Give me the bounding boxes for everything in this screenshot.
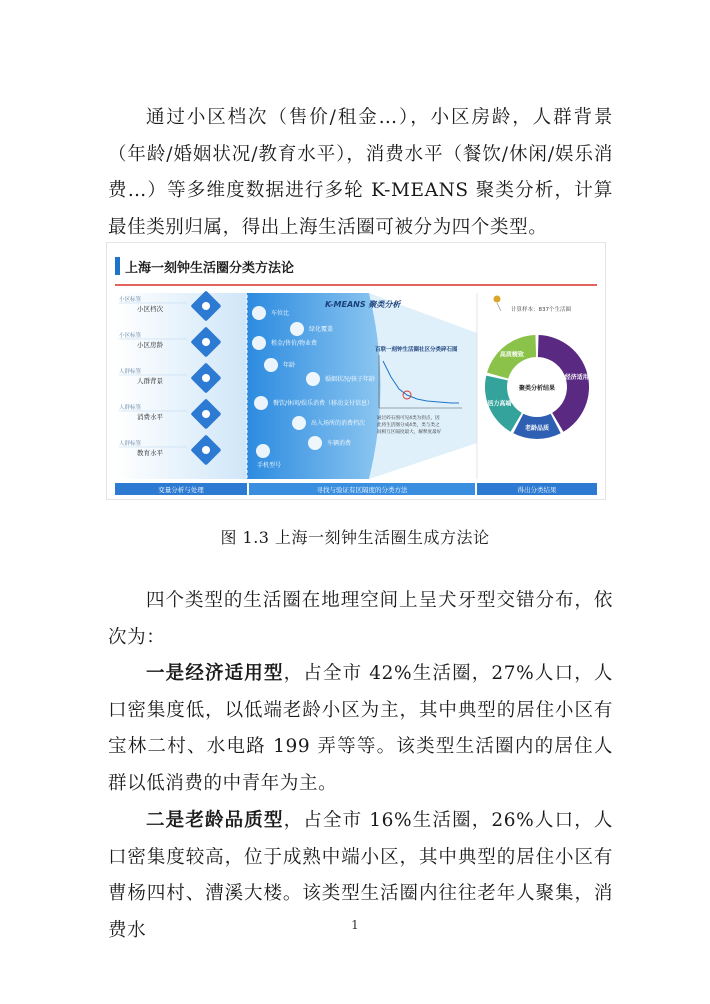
sample-note: 计算样本：837个生活圈 bbox=[511, 307, 571, 313]
icon-glyph bbox=[202, 410, 210, 418]
cup-icon bbox=[254, 396, 268, 410]
left-item-label: 小区档次 bbox=[137, 305, 163, 313]
left-item-label: 教育水平 bbox=[137, 449, 163, 457]
figure-caption: 图 1.3 上海一刻钟生活圈生成方法论 bbox=[220, 528, 490, 547]
scree-note-1: 通过碎石图可见4类为拐点，因 bbox=[377, 416, 440, 421]
type-one-heading: 一是经济适用型 bbox=[146, 663, 284, 684]
green-ratio-label: 绿化覆盖 bbox=[309, 326, 334, 333]
icon-glyph bbox=[202, 374, 210, 382]
pin-icon bbox=[494, 296, 501, 303]
donut-center-label: 聚类分析结果 bbox=[518, 385, 556, 392]
rent-label: 租金/售价/物业费 bbox=[271, 340, 318, 347]
donut-segment-label: 活力高端 bbox=[487, 400, 512, 408]
methodology-figure bbox=[106, 242, 606, 500]
type-two-heading: 二是老龄品质型 bbox=[146, 810, 284, 831]
scree-chart-title: 百联一刻钟生活圈社区分类碎石图 bbox=[375, 347, 458, 353]
title-marker bbox=[115, 257, 120, 275]
left-item-tag: 小区标签 bbox=[119, 333, 142, 339]
person-icon bbox=[264, 358, 278, 372]
kmeans-label: K-MEANS 聚类分析 bbox=[325, 300, 401, 309]
donut-segment-label: 老龄品质 bbox=[524, 425, 550, 432]
scree-note-3: 间相互区隔度最大，解释度最好 bbox=[377, 430, 442, 435]
vehicle-icon bbox=[308, 436, 322, 450]
type-two-text: ，占全市 16%生活圈，26%人口，人口密集度较高，位于成熟中端小区，其中典型的居住小区有曹杨四村、漕溪大楼。该类型生活圈内往往老年人聚集，消费水 bbox=[108, 810, 613, 941]
scree-note-2: 此将生活圈分成4类，类与类之 bbox=[377, 423, 440, 428]
funnel-extension bbox=[369, 293, 477, 479]
marriage-label: 婚姻状况/孩子年龄 bbox=[325, 376, 376, 383]
left-item-label: 小区房龄 bbox=[137, 341, 163, 349]
commute-label: 出入场所的消费档次 bbox=[311, 420, 366, 427]
left-item-label: 人群背景 bbox=[137, 377, 163, 385]
intro-paragraph: 通过小区档次（售价/租金…），小区房龄，人群背景（年龄/婚姻状况/教育水平），消费水平（餐饮/休闲/娱乐消费…）等多维度数据进行多轮 K-MEANS 聚类分析，计算最佳类别归属，得出上海生活圈可被分为四个类型。 bbox=[108, 107, 613, 238]
figure-title: 上海一刻钟生活圈分类方法论 bbox=[125, 261, 295, 276]
page-number: 1 bbox=[351, 918, 359, 932]
footer-label-2: 寻找与验证有区隔度的分类方法 bbox=[316, 486, 408, 494]
types-intro-paragraph: 四个类型的生活圈在地理空间上呈犬牙型交错分布，依次为： bbox=[108, 590, 613, 648]
car-ratio-label: 车位比 bbox=[271, 310, 290, 317]
family-icon bbox=[306, 372, 320, 386]
type-one-text: ，占全市 42%生活圈，27%人口，人口密集度低，以低端老龄小区为主，其中典型的居住小区有宝林二村、水电路 199 弄等等。该类型生活圈内的居住人群以低消费的中青年为主。 bbox=[108, 663, 613, 794]
icon-glyph bbox=[202, 302, 210, 310]
consume-label: 餐饮/休闲/娱乐消费（移动支付信息） bbox=[273, 400, 374, 407]
left-item-label: 消费水平 bbox=[137, 413, 163, 421]
shop-icon bbox=[292, 416, 306, 430]
tree-icon bbox=[290, 322, 304, 336]
phone-label: 手机型号 bbox=[257, 462, 282, 469]
icon-glyph bbox=[202, 338, 210, 346]
left-item-tag: 人群标签 bbox=[119, 369, 142, 375]
car-brand-label: 车辆消费 bbox=[327, 440, 352, 447]
type-one-paragraph bbox=[108, 656, 613, 802]
donut-segment-label: 经济适用 bbox=[564, 373, 589, 381]
age-label: 年龄 bbox=[283, 362, 296, 369]
footer-label-1: 变量分析与处理 bbox=[158, 486, 204, 494]
left-item-tag: 人群标签 bbox=[119, 441, 142, 447]
icon-glyph bbox=[202, 446, 210, 454]
left-panel bbox=[115, 293, 247, 479]
car-icon bbox=[252, 306, 266, 320]
left-item-tag: 人群标签 bbox=[119, 405, 142, 411]
footer-label-3: 得出分类结果 bbox=[517, 486, 557, 494]
donut-segment-label: 高质精致 bbox=[499, 351, 524, 359]
left-item-tag: 小区标签 bbox=[119, 297, 142, 303]
house-icon bbox=[252, 336, 266, 350]
phone-icon bbox=[256, 444, 270, 458]
